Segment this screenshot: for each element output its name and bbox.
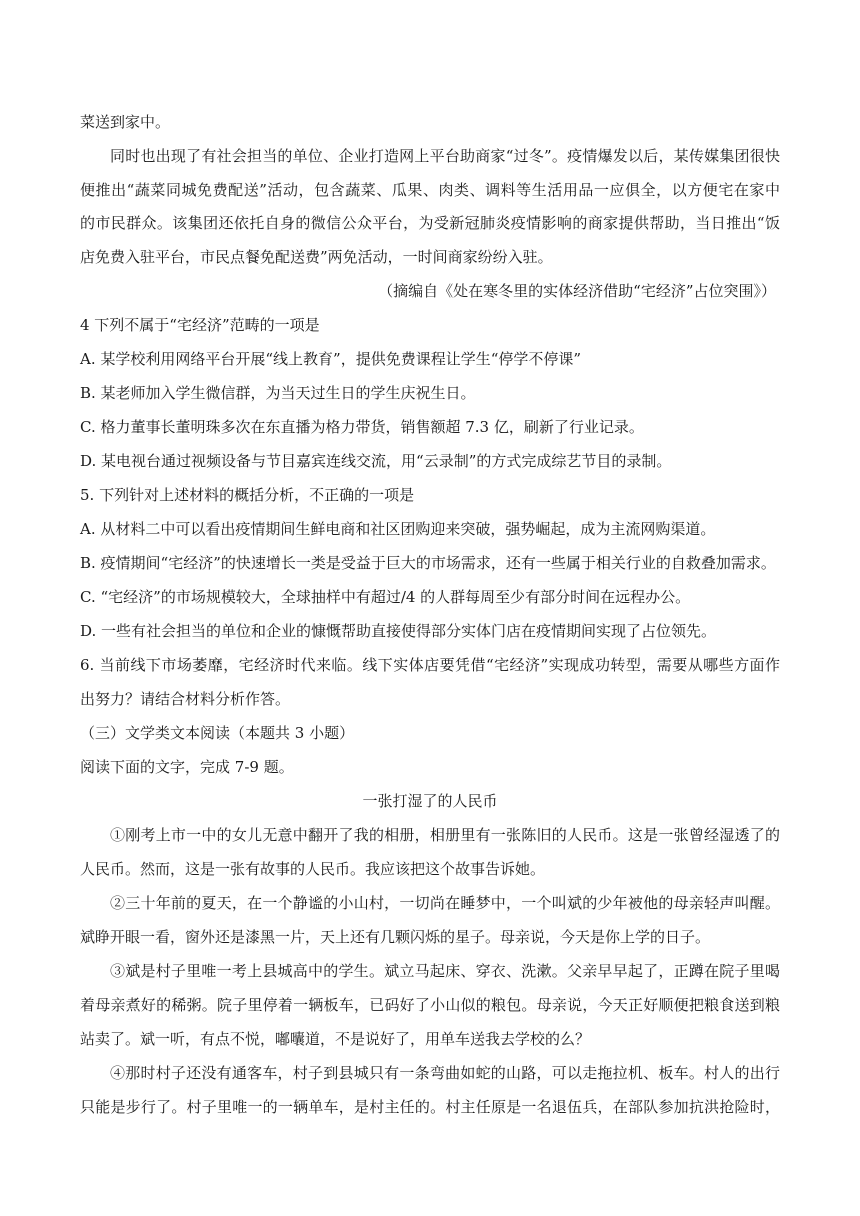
reading-instruction: 阅读下面的文字，完成 7-9 题。: [80, 758, 294, 776]
option-c: C. “宅经济”的市场规模较大，全球抽样中有超过/4 的人群每周至少有部分时间在远程办公。: [80, 588, 691, 606]
text-line: 同时也出现了有社会担当的单位、企业打造网上平台助商家“过冬”。疫情爆发以后，某传媒集团很快: [110, 147, 780, 165]
paragraph-line: 只能是步行了。村子里唯一的一辆单车，是村主任的。村主任原是一名退伍兵，在部队参加抗洪抢险时，: [80, 1098, 780, 1116]
option-a: A. 从材料二中可以看出疫情期间生鲜电商和社区团购迎来突破，强势崛起，成为主流网购渠道。: [80, 520, 716, 538]
question-5: 5. 下列针对上述材料的概括分析，不正确的一项是: [80, 486, 415, 504]
paragraph-line: 人民币。然而，这是一张有故事的人民币。我应该把这个故事告诉她。: [80, 860, 546, 878]
source-citation: （摘编自《处在寒冬里的实体经济借助“宅经济”占位突围》）: [378, 282, 776, 300]
option-b: B. 某老师加入学生微信群，为当天过生日的学生庆祝生日。: [80, 384, 476, 402]
question-4: 4 下列不属于“宅经济”范畴的一项是: [80, 316, 320, 334]
paragraph-line: ①刚考上市一中的女儿无意中翻开了我的相册，相册里有一张陈旧的人民币。这是一张曾经湿透了的: [110, 826, 780, 844]
question-6-cont: 出努力？请结合材料分析作答。: [80, 690, 291, 708]
text-line: 便推出“蔬菜同城免费配送”活动，包含蔬菜、瓜果、肉类、调料等生活用品一应俱全，以方便宅在家中: [80, 181, 780, 199]
text-line: 店免费入驻平台，市民点餐免配送费”两免活动，一时间商家纷纷入驻。: [80, 248, 553, 266]
text-line: 的市民群众。该集团还依托自身的微信公众平台，为受新冠肺炎疫情影响的商家提供帮助，当日推出“饭: [80, 214, 780, 232]
story-title: 一张打湿了的人民币: [362, 792, 498, 810]
paragraph-line: 斌睁开眼一看，窗外还是漆黑一片，天上还有几颗闪烁的星子。母亲说，今天是你上学的日子。: [80, 928, 711, 946]
paragraph-line: 站卖了。斌一听，有点不悦，嘟囔道，不是说好了，用单车送我去学校的么？: [80, 1030, 591, 1048]
text-line: 菜送到家中。: [80, 113, 171, 131]
section-heading: （三）文学类文本阅读（本题共 3 小题）: [80, 724, 355, 742]
paragraph-line: 着母亲煮好的稀粥。院子里停着一辆板车，已码好了小山似的粮包。母亲说，今天正好顺便把粮食送到粮: [80, 996, 780, 1014]
paragraph-line: ②三十年前的夏天，在一个静谧的小山村，一切尚在睡梦中，一个叫斌的少年被他的母亲轻声叫醒。: [110, 894, 780, 912]
paragraph-line: ④那时村子还没有通客车，村子到县城只有一条弯曲如蛇的山路，可以走拖拉机、板车。村人的出行: [110, 1064, 780, 1082]
paragraph-line: ③斌是村子里唯一考上县城高中的学生。斌立马起床、穿衣、洗漱。父亲早早起了，正蹲在院子里喝: [110, 962, 780, 980]
option-b: B. 疫情期间“宅经济”的快速增长一类是受益于巨大的市场需求，还有一些属于相关行业的自救叠加需求。: [80, 554, 776, 572]
question-6: 6. 当前线下市场萎靡，宅经济时代来临。线下实体店要凭借“宅经济”实现成功转型，需要从哪些方面作: [80, 656, 780, 674]
option-a: A. 某学校利用网络平台开展“线上教育”，提供免费课程让学生“停学不停课”: [80, 350, 582, 368]
option-d: D. 某电视台通过视频设备与节目嘉宾连线交流，用“云录制”的方式完成综艺节目的录制。: [80, 452, 672, 470]
option-c: C. 格力董事长董明珠多次在东直播为格力带货，销售额超 7.3 亿，刷新了行业记录。: [80, 418, 644, 436]
option-d: D. 一些有社会担当的单位和企业的慷慨帮助直接使得部分实体门店在疫情期间实现了占位领先。: [80, 622, 717, 640]
